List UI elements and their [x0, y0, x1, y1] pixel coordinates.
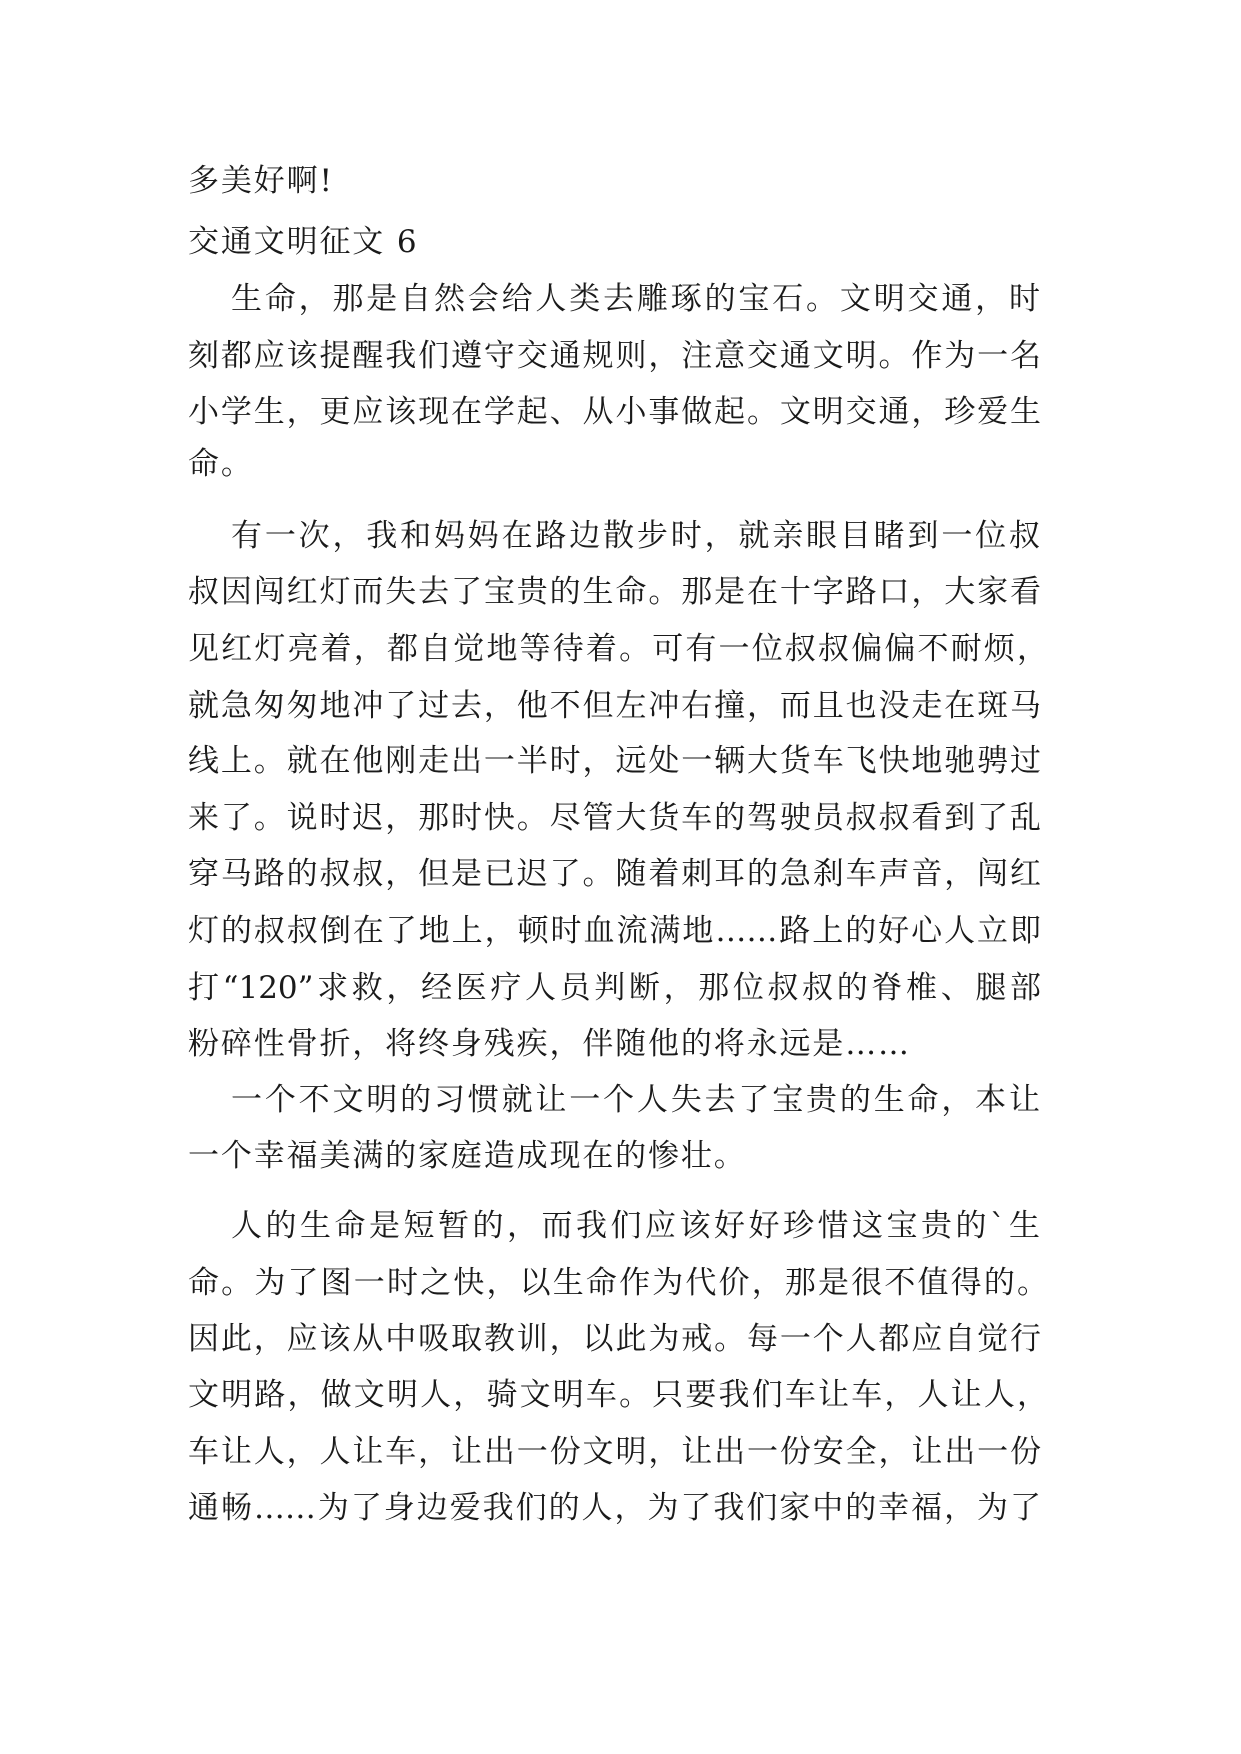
paragraph-line: 命。	[188, 446, 254, 482]
paragraph-line: 文明路，做文明人，骑文明车。只要我们车让车，人让人，	[188, 1377, 1048, 1413]
paragraph-line: 来了。说时迟，那时快。尽管大货车的驾驶员叔叔看到了乱	[188, 800, 1041, 836]
paragraph-line: 刻都应该提醒我们遵守交通规则，注意交通文明。作为一名	[188, 338, 1041, 374]
paragraph-line: 就急匆匆地冲了过去，他不但左冲右撞，而且也没走在斑马	[188, 688, 1041, 724]
paragraph-line: 命。为了图一时之快，以生命作为代价，那是很不值得的。	[188, 1265, 1048, 1301]
paragraph-line: 生命，那是自然会给人类去雕琢的宝石。文明交通，时	[231, 281, 1040, 317]
paragraph-line: 打“120”求救，经医疗人员判断，那位叔叔的脊椎、腿部	[188, 970, 1041, 1006]
paragraph-line: 因此，应该从中吸取教训，以此为戒。每一个人都应自觉行	[188, 1321, 1041, 1357]
paragraph-line: 一个不文明的习惯就让一个人失去了宝贵的生命，本让	[231, 1082, 1040, 1118]
paragraph-line: 小学生，更应该现在学起、从小事做起。文明交通，珍爱生	[188, 394, 1041, 430]
paragraph-line: 有一次，我和妈妈在路边散步时，就亲眼目睹到一位叔	[231, 518, 1040, 554]
section-heading: 交通文明征文 6	[188, 224, 419, 260]
paragraph-line: 穿马路的叔叔，但是已迟了。随着刺耳的急刹车声音，闯红	[188, 856, 1041, 892]
paragraph-line: 线上。就在他刚走出一半时，远处一辆大货车飞快地驰骋过	[188, 743, 1041, 779]
paragraph-line: 粉碎性骨折，将终身残疾，伴随他的将永远是……	[188, 1026, 911, 1062]
text-line: 多美好啊!	[188, 163, 334, 199]
paragraph-line: 灯的叔叔倒在了地上，顿时血流满地……路上的好心人立即	[188, 913, 1041, 949]
paragraph-line: 车让人，人让车，让出一份文明，让出一份安全，让出一份	[188, 1434, 1041, 1470]
paragraph-line: 通畅……为了身边爱我们的人，为了我们家中的幸福，为了	[188, 1490, 1041, 1526]
paragraph-line: 见红灯亮着，都自觉地等待着。可有一位叔叔偏偏不耐烦，	[188, 631, 1048, 667]
paragraph-line: 叔因闯红灯而失去了宝贵的生命。那是在十字路口，大家看	[188, 574, 1041, 610]
paragraph-line: 一个幸福美满的家庭造成现在的惨壮。	[188, 1138, 747, 1174]
paragraph-line: 人的生命是短暂的，而我们应该好好珍惜这宝贵的`生	[231, 1208, 1040, 1244]
